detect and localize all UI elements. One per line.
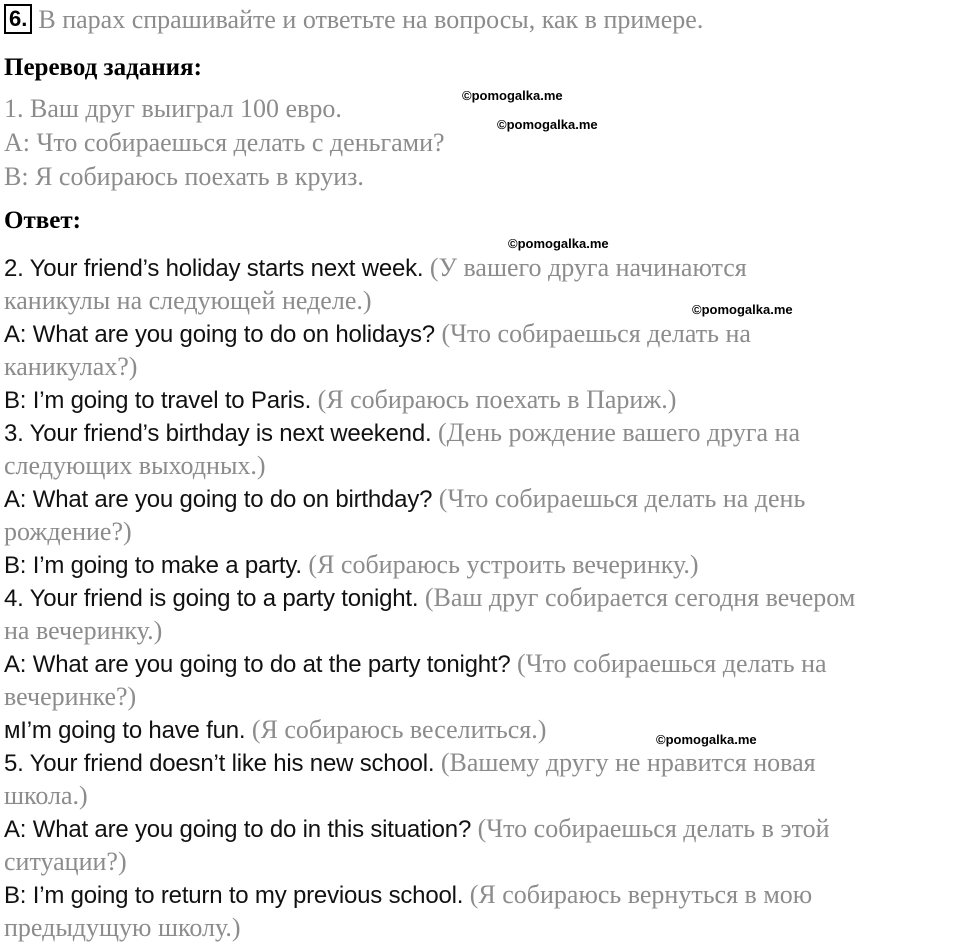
- answer-line: [4, 351, 137, 384]
- answer-ru: следующих выходных.): [4, 451, 266, 480]
- answer-en: 4. Your friend is going to a party tonight.: [4, 585, 419, 612]
- answer-line: [4, 285, 372, 318]
- answer-en: 5. Your friend doesn’t like his new school.: [4, 750, 435, 777]
- watermark: ©pomogalka.me: [497, 117, 598, 132]
- answer-ru: (Ваш друг собирается сегодня вечером: [424, 583, 856, 612]
- watermark: ©pomogalka.me: [656, 732, 757, 747]
- answer-ru: (Что собираешься делать на день: [438, 484, 806, 513]
- answer-line: [4, 384, 676, 417]
- answer-line: [4, 879, 812, 912]
- answer-ru: (Вашему другу не нравится новая: [440, 748, 816, 777]
- answer-ru: (Что собираешься делать на: [517, 649, 827, 678]
- watermark: ©pomogalka.me: [462, 88, 563, 103]
- translation-heading: Перевод задания:: [4, 54, 202, 81]
- answer-en: B: I’m going to make a party.: [4, 552, 302, 579]
- answer-line: [4, 648, 827, 681]
- answer-ru: (Я собираюсь вернуться в мою: [469, 880, 813, 909]
- task-line: [4, 4, 703, 36]
- answer-line: [4, 417, 800, 450]
- answer-line: [4, 582, 855, 615]
- answer-ru: вечеринке?): [4, 682, 137, 711]
- answer-en: 3. Your friend’s birthday is next weekend.: [4, 420, 432, 447]
- answer-line: [4, 681, 136, 714]
- answer-line: [4, 318, 751, 351]
- answer-en: A: What are you going to do in this situation?: [4, 816, 472, 843]
- translation-line: B: Я собираюсь поехать в круиз.: [4, 162, 364, 191]
- watermark: ©pomogalka.me: [508, 236, 609, 251]
- answer-ru: (Я собираюсь веселиться.): [251, 715, 547, 744]
- answer-ru: каникулы на следующей неделе.): [4, 286, 372, 315]
- answer-en: мI’m going to have fun.: [4, 717, 246, 744]
- answer-en: B: I’m going to return to my previous school.: [4, 882, 464, 909]
- answer-ru: предыдущую школу.): [4, 913, 241, 942]
- task-instruction: В парах спрашивайте и ответьте на вопросы, как в примере.: [38, 5, 704, 34]
- answer-ru: (Что собираешься делать в этой: [477, 814, 830, 843]
- answer-line: [4, 549, 699, 582]
- answer-ru: школа.): [4, 781, 88, 810]
- answer-en: A: What are you going to do at the party tonight?: [4, 651, 511, 678]
- watermark: ©pomogalka.me: [692, 302, 793, 317]
- answer-line: [4, 450, 266, 483]
- answer-en: 2. Your friend’s holiday starts next week.: [4, 255, 424, 282]
- answer-line: [4, 780, 88, 813]
- answer-line: [4, 483, 805, 516]
- answer-line: [4, 252, 747, 285]
- translation-line: 1. Ваш друг выиграл 100 евро.: [4, 94, 342, 123]
- answer-ru: (Я собираюсь устроить вечеринку.): [308, 550, 699, 579]
- answer-line: [4, 813, 830, 846]
- answer-ru: на вечеринку.): [4, 616, 163, 645]
- answer-en: B: I’m going to travel to Paris.: [4, 387, 312, 414]
- answer-ru: (Я собираюсь поехать в Париж.): [317, 385, 677, 414]
- translation-line: A: Что собираешься делать с деньгами?: [4, 128, 445, 157]
- answer-en: A: What are you going to do on holidays?: [4, 321, 435, 348]
- answer-line: [4, 912, 241, 945]
- answer-line: [4, 714, 546, 747]
- answer-heading: Ответ:: [4, 207, 81, 234]
- answer-en: A: What are you going to do on birthday?: [4, 486, 433, 513]
- task-number: 6.: [4, 4, 32, 34]
- answer-line: [4, 846, 127, 879]
- answer-line: [4, 516, 132, 549]
- answer-ru: (День рождение вашего друга на: [437, 418, 801, 447]
- answer-ru: каникулах?): [4, 352, 138, 381]
- answer-ru: (Что собираешься делать на: [441, 319, 751, 348]
- answer-ru: ситуации?): [4, 847, 127, 876]
- answer-ru: (У вашего друга начинаются: [429, 253, 747, 282]
- answer-line: [4, 747, 816, 780]
- answer-line: [4, 615, 162, 648]
- answer-ru: рождение?): [4, 517, 132, 546]
